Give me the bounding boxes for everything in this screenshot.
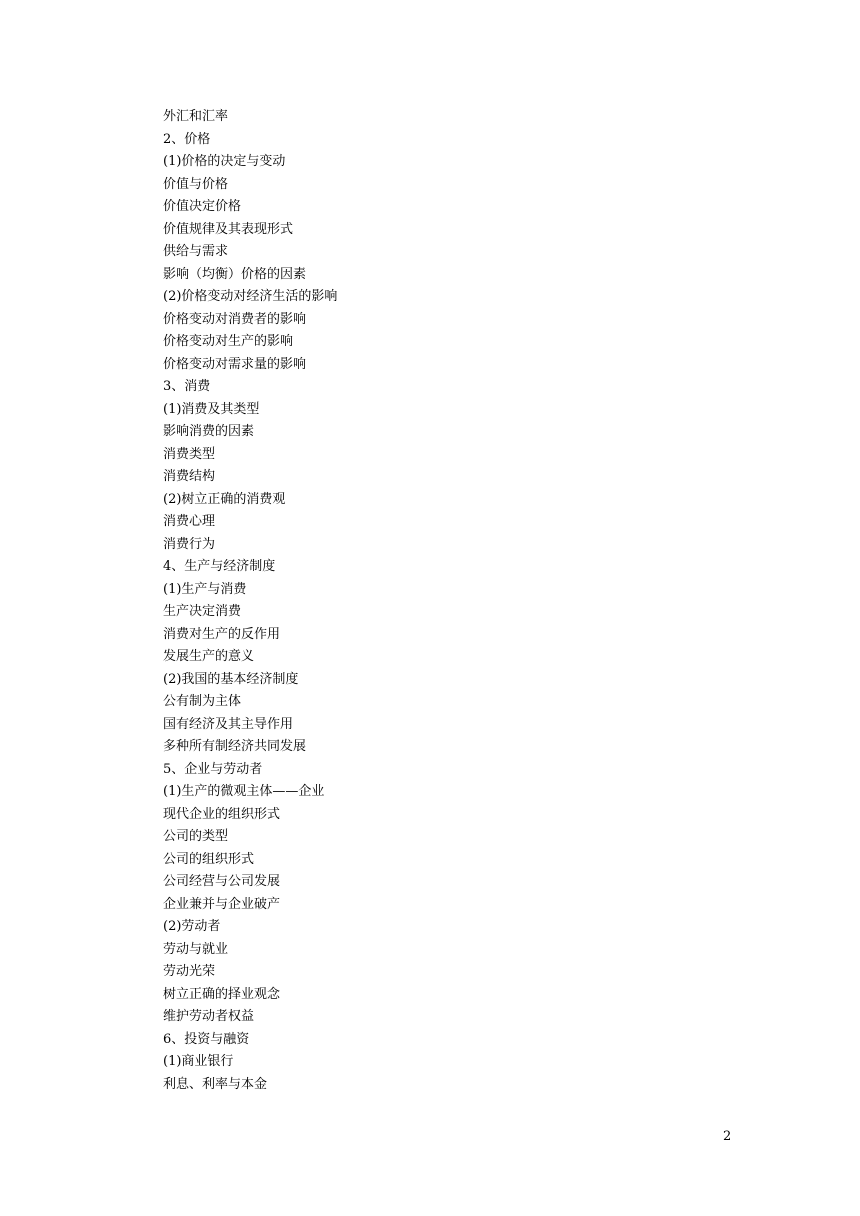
text-line: 消费行为 bbox=[163, 536, 216, 552]
subsection-heading: (2)树立正确的消费观 bbox=[163, 491, 286, 507]
section-heading: 2、价格 bbox=[163, 131, 211, 147]
text-line: 价格变动对需求量的影响 bbox=[163, 356, 307, 372]
text-line: 影响（均衡）价格的因素 bbox=[163, 266, 307, 282]
subsection-heading: (2)价格变动对经济生活的影响 bbox=[163, 289, 338, 304]
text-line: 国有经济及其主导作用 bbox=[163, 716, 294, 732]
text-line: 价值规律及其表现形式 bbox=[163, 221, 294, 237]
subsection-heading: (2)我国的基本经济制度 bbox=[163, 671, 299, 687]
text-line: 价值决定价格 bbox=[163, 199, 242, 214]
text-line: 劳动与就业 bbox=[163, 941, 229, 957]
text-line: 多种所有制经济共同发展 bbox=[163, 739, 307, 754]
page-number: 2 bbox=[723, 1129, 732, 1144]
text-line: 价格变动对生产的影响 bbox=[163, 334, 294, 349]
subsection-heading: (1)价格的决定与变动 bbox=[163, 154, 286, 169]
text-line: 树立正确的择业观念 bbox=[163, 986, 281, 1002]
text-line: 消费结构 bbox=[163, 469, 216, 484]
text-line: 公司经营与公司发展 bbox=[163, 874, 281, 889]
section-heading: 5、企业与劳动者 bbox=[163, 761, 263, 777]
text-line: 利息、利率与本金 bbox=[163, 1076, 268, 1092]
text-line: 价格变动对消费者的影响 bbox=[163, 311, 307, 327]
text-line: 生产决定消费 bbox=[163, 604, 242, 619]
text-line: 外汇和汇率 bbox=[163, 109, 229, 124]
document-body bbox=[163, 106, 723, 1096]
subsection-heading: (1)商业银行 bbox=[163, 1054, 234, 1069]
text-line: 公司的类型 bbox=[163, 829, 229, 844]
text-line: 公有制为主体 bbox=[163, 694, 242, 709]
section-heading: 3、消费 bbox=[163, 379, 211, 394]
text-line: 现代企业的组织形式 bbox=[163, 806, 281, 822]
text-line: 发展生产的意义 bbox=[163, 649, 255, 664]
text-line: 消费对生产的反作用 bbox=[163, 626, 281, 642]
text-line: 公司的组织形式 bbox=[163, 851, 255, 867]
subsection-heading: (1)生产与消费 bbox=[163, 581, 247, 597]
text-line: 企业兼并与企业破产 bbox=[163, 896, 281, 912]
section-heading: 6、投资与融资 bbox=[163, 1031, 250, 1047]
text-line: 价值与价格 bbox=[163, 176, 229, 192]
text-line: 影响消费的因素 bbox=[163, 424, 255, 439]
text-line: 供给与需求 bbox=[163, 244, 229, 259]
subsection-heading: (1)消费及其类型 bbox=[163, 401, 260, 417]
text-line: 消费类型 bbox=[163, 446, 216, 462]
section-heading: 4、生产与经济制度 bbox=[163, 559, 276, 574]
subsection-heading: (2)劳动者 bbox=[163, 919, 221, 934]
text-line: 消费心理 bbox=[163, 514, 216, 529]
subsection-heading: (1)生产的微观主体——企业 bbox=[163, 784, 325, 799]
text-line: 劳动光荣 bbox=[163, 964, 216, 979]
text-line: 维护劳动者权益 bbox=[163, 1009, 255, 1024]
